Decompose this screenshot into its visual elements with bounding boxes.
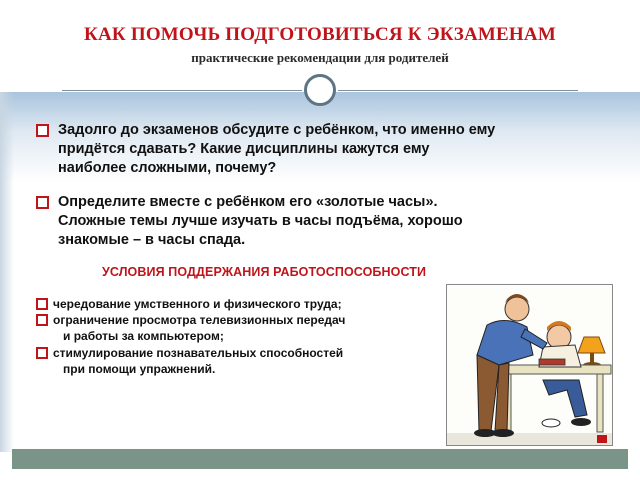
illustration-svg: [447, 285, 612, 445]
lamp-icon: [578, 337, 605, 353]
bullet-line: наиболее сложными, почему?: [58, 160, 277, 176]
divider-right: [338, 90, 578, 91]
condition-line: чередование умственного и физического труда;: [53, 297, 342, 311]
checkbox-bullet-icon: [36, 124, 49, 137]
bullet-text: [58, 193, 558, 250]
corner-logo-icon: [597, 435, 607, 443]
bullet-line: придётся сдавать? Какие дисциплины кажутся ему: [58, 141, 430, 157]
page-subtitle: практические рекомендации для родителей: [191, 50, 449, 65]
checkbox-bullet-icon: [36, 298, 48, 310]
bullet-text: [58, 121, 558, 178]
divider-left: [62, 90, 302, 91]
bottom-bar: [12, 449, 628, 469]
parent-head: [505, 297, 529, 321]
bullet-line: знакомые – в часы спада.: [58, 232, 246, 248]
condition-line: при помощи упражнений.: [53, 362, 216, 376]
bullet-line: Определите вместе с ребёнком его «золотые часы».: [58, 194, 438, 210]
bullet-golden-hours: [36, 193, 556, 253]
condition-line: стимулирование познавательных способностей: [53, 346, 344, 360]
condition-line: и работы за компьютером;: [53, 329, 224, 343]
checkbox-bullet-icon: [36, 347, 48, 359]
condition-text: [53, 312, 433, 344]
section-heading: УСЛОВИЯ ПОДДЕРЖАНИЯ РАБОТОСПОСОБНОСТИ: [102, 265, 427, 279]
parent-helping-child-studying-illustration: [446, 284, 613, 446]
bullet-line: Сложные темы лучше изучать в часы подъёма, хорошо: [58, 213, 463, 229]
book-icon: [539, 359, 565, 365]
bullet-discuss-exams: [36, 121, 556, 181]
page-title: КАК ПОМОЧЬ ПОДГОТОВИТЬСЯ К ЭКЗАМЕНАМ: [84, 24, 556, 45]
checkbox-bullet-icon: [36, 196, 49, 209]
condition-text: [53, 345, 433, 377]
bullet-line: Задолго до экзаменов обсудите с ребёнком, что именно ему: [58, 122, 496, 138]
condition-text: [53, 296, 433, 312]
child-jeans: [543, 380, 587, 417]
circle-ornament-icon: [304, 74, 336, 106]
floor: [447, 433, 612, 445]
left-edge-decoration: [0, 92, 14, 452]
condition-line: ограничение просмотра телевизионных передач: [53, 313, 346, 327]
checkbox-bullet-icon: [36, 314, 48, 326]
